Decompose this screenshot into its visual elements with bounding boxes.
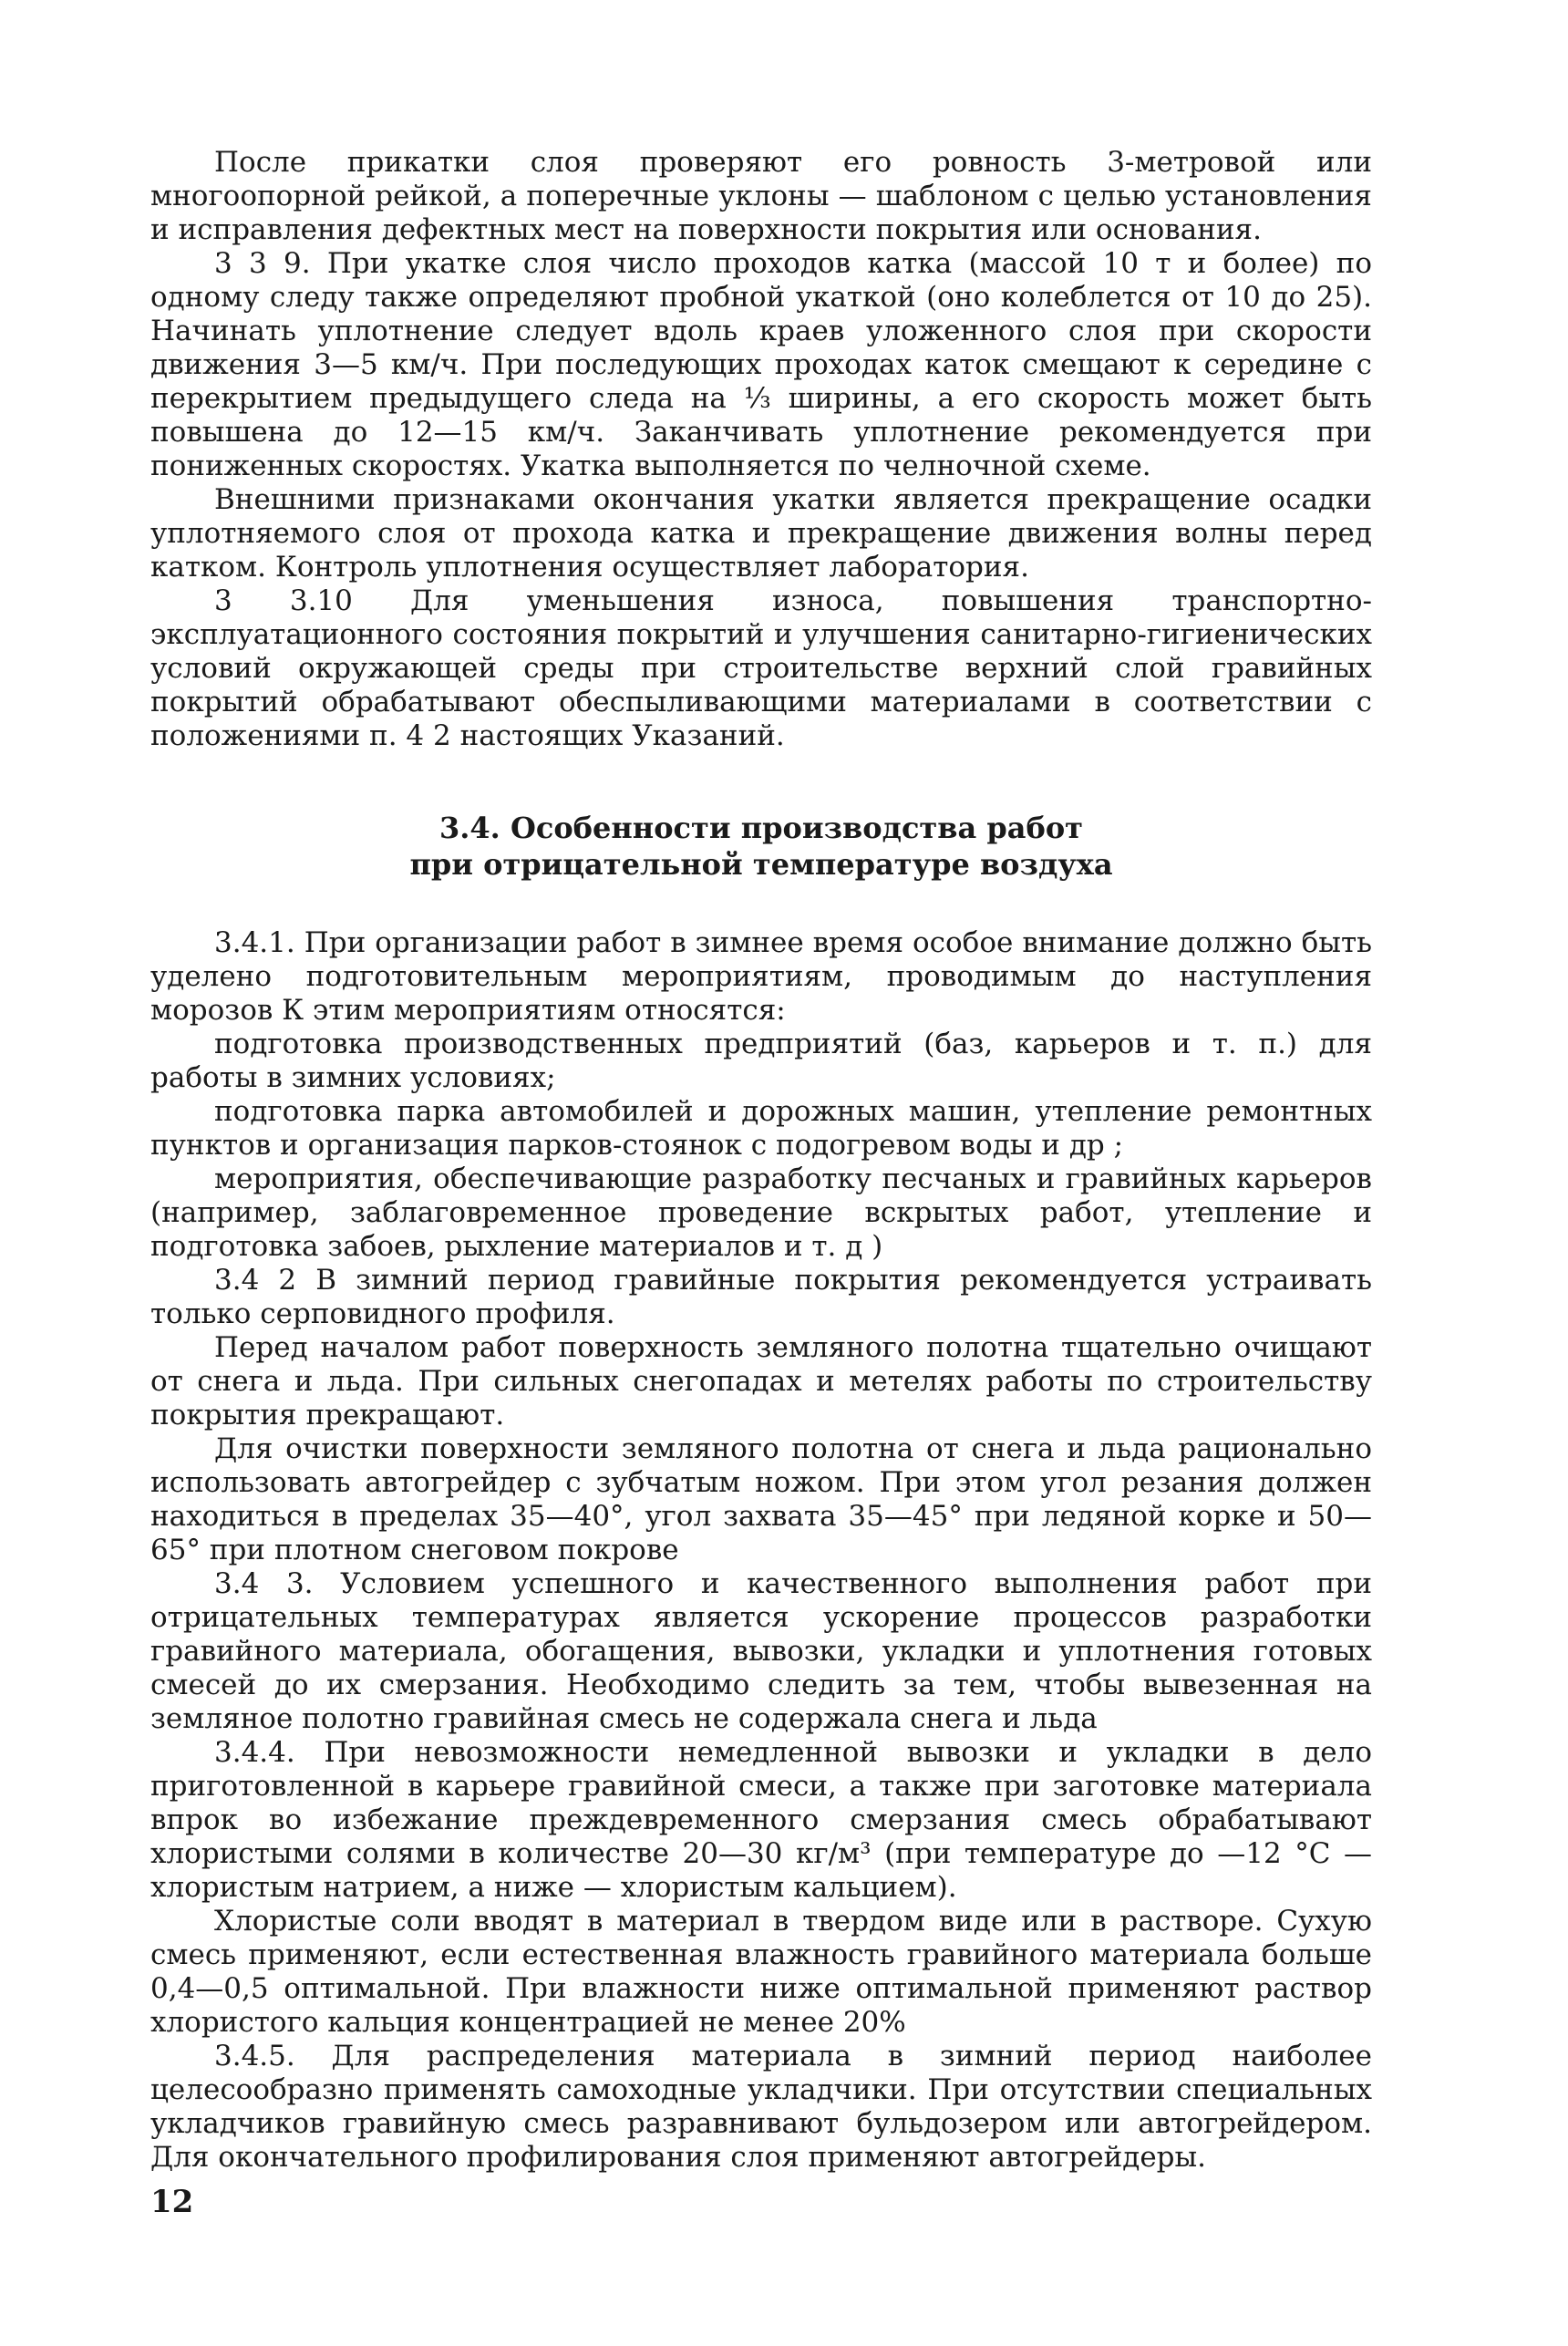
paragraph: подготовка производственных предприятий (баз, карьеров и т. п.) для работы в зимних условиях; — [150, 1028, 1372, 1094]
paragraph: 3.4.1. При организации работ в зимнее время особое внимание должно быть уделено подготовительным мероприятиям, проводимым до наступления морозов К этим мероприятиям относятся: — [150, 926, 1372, 1027]
page-number: 12 — [150, 2184, 194, 2220]
section-heading — [150, 810, 1372, 883]
paragraph: 3.4 2 В зимний период гравийные покрытия рекомендуется устраивать только серповидного профиля. — [150, 1264, 1372, 1330]
paragraph: мероприятия, обеспечивающие разработку песчаных и гравийных карьеров (например, заблаговременное проведение вскрытых работ, утепление и подготовка забоев, рыхление материалов и т. д ) — [150, 1163, 1372, 1263]
paragraph: Хлористые соли вводят в материал в твердом виде или в растворе. Сухую смесь применяют, если естественная влажность гравийного материала больше 0,4—0,5 оптимальной. При влажности ниже оптимальной применяют раствор хлористого кальция концентрацией не менее 20% — [150, 1905, 1372, 2039]
paragraph: После прикатки слоя проверяют его ровность 3-метровой или многоопорной рейкой, а поперечные уклоны — шаблоном с целью установления и исправления дефектных мест на поверхности покрытия или основания. — [150, 146, 1372, 246]
document-page — [150, 146, 1372, 2175]
paragraph: Перед началом работ поверхность земляного полотна тщательно очищают от снега и льда. При сильных снегопадах и метелях работы по строительству покрытия прекращают. — [150, 1331, 1372, 1431]
paragraph: 3 3 9. При укатке слоя число проходов катка (массой 10 т и более) по одному следу также определяют пробной укаткой (оно колеблется от 10 до 25). Начинать уплотнение следует вдоль краев уложенного слоя при скорости движения 3—5 км/ч. При последующих проходах каток смещают к середине с перекрытием предыдущего следа на ⅓ ширины, а его скорость может быть повышена до 12—15 км/ч. Заканчивать уплотнение рекомендуется при пониженных скоростях. Укатка выполняется по челночной схеме. — [150, 247, 1372, 482]
paragraph: 3 3.10 Для уменьшения износа, повышения транспортно-эксплуатационного состояния покрытий и улучшения санитарно-гигиенических условий окружающей среды при строительстве верхний слой гравийных покрытий обрабатывают обеспыливающими материалами в соответствии с положениями п. 4 2 настоящих Указаний. — [150, 584, 1372, 752]
paragraph: 3.4.5. Для распределения материала в зимний период наиболее целесообразно применять самоходные укладчики. При отсутствии специальных укладчиков гравийную смесь разравнивают бульдозером или автогрейдером. Для окончательного профилирования слоя применяют автогрейдеры. — [150, 2040, 1372, 2174]
section-heading-line-1: 3.4. Особенности производства работ — [439, 811, 1083, 845]
paragraph: Внешними признаками окончания укатки является прекращение осадки уплотняемого слоя от прохода катка и прекращение движения волны перед катком. Контроль уплотнения осуществляет лаборатория. — [150, 483, 1372, 584]
paragraph: подготовка парка автомобилей и дорожных машин, утепление ремонтных пунктов и организация парков-стоянок с подогревом воды и др ; — [150, 1095, 1372, 1162]
paragraph: 3.4 3. Условием успешного и качественного выполнения работ при отрицательных температурах является ускорение процессов разработки гравийного материала, обогащения, вывозки, укладки и уплотнения готовых смесей до их смерзания. Необходимо следить за тем, чтобы вывезенная на земляное полотно гравийная смесь не содержала снега и льда — [150, 1567, 1372, 1735]
paragraph: Для очистки поверхности земляного полотна от снега и льда рационально использовать автогрейдер с зубчатым ножом. При этом угол резания должен находиться в пределах 35—40°, угол захвата 35—45° при ледяной корке и 50—65° при плотном снеговом покрове — [150, 1432, 1372, 1566]
paragraph: 3.4.4. При невозможности немедленной вывозки и укладки в дело приготовленной в карьере гравийной смеси, а также при заготовке материала впрок во избежание преждевременного смерзания смесь обрабатывают хлористыми солями в количестве 20—30 кг/м³ (при температуре до —12 °С — хлористым натрием, а ниже — хлористым кальцием). — [150, 1736, 1372, 1904]
section-heading-line-2: при отрицательной температуре воздуха — [409, 847, 1113, 882]
